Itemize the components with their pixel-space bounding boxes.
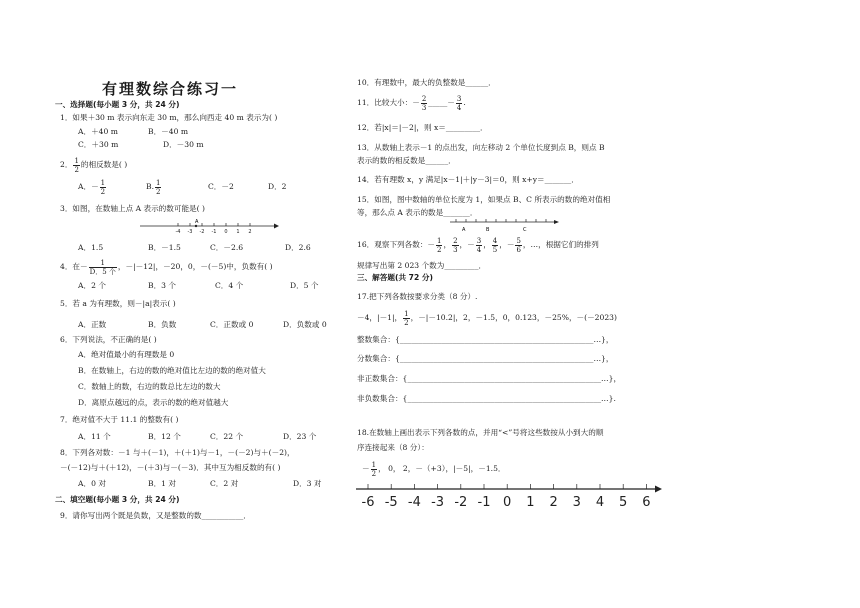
q3-tick-label: -2 xyxy=(199,229,205,235)
q18-tick-label: -5 xyxy=(384,495,398,510)
q1-option-b[interactable]: B．－40 m xyxy=(148,127,189,136)
q17-fraction-set[interactable]: 分数集合：{___________________________________________________…}， xyxy=(357,354,614,363)
q4-option-a[interactable]: A．2 个 xyxy=(78,281,106,290)
q3-number-line xyxy=(138,216,280,236)
q6-option-a[interactable]: A．绝对值最小的有理数是 0 xyxy=(78,350,175,359)
q1-stem: 1．如果＋30 m 表示向东走 30 m，那么向西走 40 m 表示为( ) xyxy=(60,113,278,122)
q18-tick-label: -3 xyxy=(431,495,445,510)
q5-option-a[interactable]: A．正数 xyxy=(78,320,107,329)
q15-line1: 15．如图，图中数轴的单位长度为 1，如果点 B、C 所表示的数的绝对值相 xyxy=(357,195,611,204)
q18-tick-label: -2 xyxy=(454,495,468,510)
q15-label-b: B xyxy=(486,227,490,233)
q18-number-line[interactable] xyxy=(354,481,664,511)
q18-tick-label: -6 xyxy=(361,495,375,510)
q16-stem: 16．观察下列各数：－ $\frac{1}{2}$ ， $\frac{2}{3}$ ，－ $\frac{3}{4}$ ， $\frac{4}{5}$ ，－ $\frac{5}{6}$ ，…，根据它们的排列 xyxy=(357,236,599,254)
q1-option-a[interactable]: A．＋40 m xyxy=(78,127,118,136)
q3-tick-label: -1 xyxy=(211,229,217,235)
q7-option-b[interactable]: B．12 个 xyxy=(148,432,181,441)
section-answer-heading: 三、解答题(共 72 分) xyxy=(357,273,433,282)
q3-option-a[interactable]: A．1.5 xyxy=(78,243,104,252)
page-title: 有理数综合练习一 xyxy=(101,80,238,98)
q18-tick-label: -4 xyxy=(407,495,421,510)
q15-label-c: C xyxy=(523,227,527,233)
q18-tick-label: 2 xyxy=(549,495,558,510)
q3-tick-label: -4 xyxy=(175,229,181,235)
q18-numbers: － $\frac{1}{2}$ ， 0， 2，－（+3），|－5|，－1.5． xyxy=(362,460,506,478)
q2-stem: 2． $\frac{1}{2}$ 的相反数是( ) xyxy=(60,156,128,174)
q8-option-a[interactable]: A．0 对 xyxy=(78,479,106,488)
q13-line1: 13．从数轴上表示－1 的点出发，向左移动 2 个单位长度到点 B，则点 B xyxy=(357,143,605,152)
q1-option-d[interactable]: D．－30 m xyxy=(163,140,204,149)
q2-option-b[interactable]: B. $\frac{1}{2}$ xyxy=(146,178,161,196)
q18-tick-label: -1 xyxy=(477,495,491,510)
section-choice-heading: 一、选择题(每小题 3 分，共 24 分) xyxy=(55,100,180,109)
q2-option-d[interactable]: D．2 xyxy=(268,182,287,191)
q17-nonpositive-set[interactable]: 非正数集合：{___________________________________________________…}， xyxy=(357,374,622,383)
q6-option-c[interactable]: C．数轴上的数，右边的数总比左边的数大 xyxy=(78,382,221,391)
q5-option-c[interactable]: C．正数或 0 xyxy=(210,320,254,329)
q4-stem: 4．在－ $\frac{1}{\text{D．5 个}}$ ，－|－12|，－20，0，－(－5)中，负数有( ) xyxy=(60,258,273,276)
q8-option-c[interactable]: C．2 对 xyxy=(210,479,239,488)
q11-stem: 11．比较大小：－ $\frac{2}{3}$ _____－ $\frac{3}{4}$ . xyxy=(357,94,466,112)
q8-stem-line2: －(－12)与＋(＋12)，－(＋3)与－(－3)．其中互为相反数的有( ) xyxy=(60,463,281,472)
q9-stem: 9．请你写出两个既是负数，又是整数的数___________． xyxy=(60,511,251,520)
q18-tick-label: 0 xyxy=(503,495,512,510)
section-fill-heading: 二、填空题(每小题 3 分，共 24 分) xyxy=(55,495,180,504)
q7-option-c[interactable]: C．22 个 xyxy=(210,432,244,441)
q17-integer-set[interactable]: 整数集合：{___________________________________________________…}， xyxy=(357,335,614,344)
q3-option-b[interactable]: B．－1.5 xyxy=(148,243,181,252)
q7-option-a[interactable]: A．11 个 xyxy=(78,432,111,441)
q3-tick-label: 0 xyxy=(224,229,228,235)
q6-option-b[interactable]: B．在数轴上，右边的数的绝对值比左边的数的绝对值大 xyxy=(78,366,266,375)
q17-stem: 17.把下列各数按要求分类（8 分）. xyxy=(357,292,478,301)
q15-line2: 等，那么点 A 表示的数是_______． xyxy=(357,208,478,217)
q4-option-c[interactable]: C．4 个 xyxy=(215,281,244,290)
q2-option-c[interactable]: C．－2 xyxy=(208,182,234,191)
q12-stem: 12．若|x|＝|－2|，则 x＝_________． xyxy=(357,123,488,132)
q15-label-a: A xyxy=(462,227,466,233)
q3-tick-label: -3 xyxy=(187,229,193,235)
q18-line1: 18.在数轴上画出表示下列各数的点，并用“<”号将这些数按从小到大的顺 xyxy=(357,428,604,437)
q18-tick-label: 5 xyxy=(619,495,628,510)
q8-option-b[interactable]: B．1 对 xyxy=(148,479,177,488)
q5-stem: 5．若 a 为有理数，则－|a|表示( ) xyxy=(60,299,176,308)
q3-tick-label: 1 xyxy=(236,229,240,235)
q3-tick-label: 2 xyxy=(248,229,252,235)
q3-point-a-label: A xyxy=(195,219,199,225)
q1-option-c[interactable]: C．＋30 m xyxy=(78,140,119,149)
q17-nonnegative-set[interactable]: 非负数集合：{___________________________________________________…}. xyxy=(357,394,616,403)
q5-option-d[interactable]: D．负数或 0 xyxy=(283,320,327,329)
q2-option-a[interactable]: A．－ $\frac{1}{2}$ xyxy=(78,178,106,196)
q17-numbers: －4，|－1|， $\frac{1}{2}$ ，－|－10.2|，2，－1.5，0，0.123，－25%，－(－2023) xyxy=(357,309,617,327)
q18-line2: 序连接起来（8 分）： xyxy=(357,443,429,452)
q3-stem: 3．如图，在数轴上点 A 表示的数可能是( ) xyxy=(60,204,205,213)
q14-stem: 14．若有理数 x，y 满足|x－1|＋|y－3|＝0，则 x+y＝_______． xyxy=(357,175,579,184)
q5-option-b[interactable]: B．负数 xyxy=(148,320,177,329)
q4-option-b[interactable]: B．3 个 xyxy=(148,281,177,290)
q3-option-c[interactable]: C．－2.6 xyxy=(210,243,244,252)
q18-tick-label: 6 xyxy=(642,495,651,510)
q18-tick-label: 4 xyxy=(595,495,605,510)
q4-option-d[interactable]: D．5 个 xyxy=(290,281,319,290)
q3-option-d[interactable]: D．2.6 xyxy=(285,243,311,252)
q10-stem: 10．有理数中，最大的负整数是______． xyxy=(357,78,496,87)
q6-stem: 6．下列说法，不正确的是( ) xyxy=(60,335,157,344)
q7-option-d[interactable]: D．23 个 xyxy=(283,432,317,441)
q18-tick-label: 1 xyxy=(526,495,535,510)
q8-stem-line1: 8．下列各对数：－1 与＋(－1)，＋(＋1)与－1，－(－2)与＋(－2)， xyxy=(60,448,295,457)
q8-option-d[interactable]: D．3 对 xyxy=(293,479,322,488)
q16-line2: 规律写出第 2 023 个数为_________． xyxy=(357,261,487,270)
q3-point-a xyxy=(195,225,197,227)
q18-tick-label: 3 xyxy=(572,495,581,510)
q6-option-d[interactable]: D．离原点越远的点，表示的数的绝对值越大 xyxy=(78,398,229,407)
q15-number-line xyxy=(450,216,560,234)
q13-line2: 表示的数的相反数是______． xyxy=(357,156,456,165)
q7-stem: 7．绝对值不大于 11.1 的整数有( ) xyxy=(60,415,179,424)
